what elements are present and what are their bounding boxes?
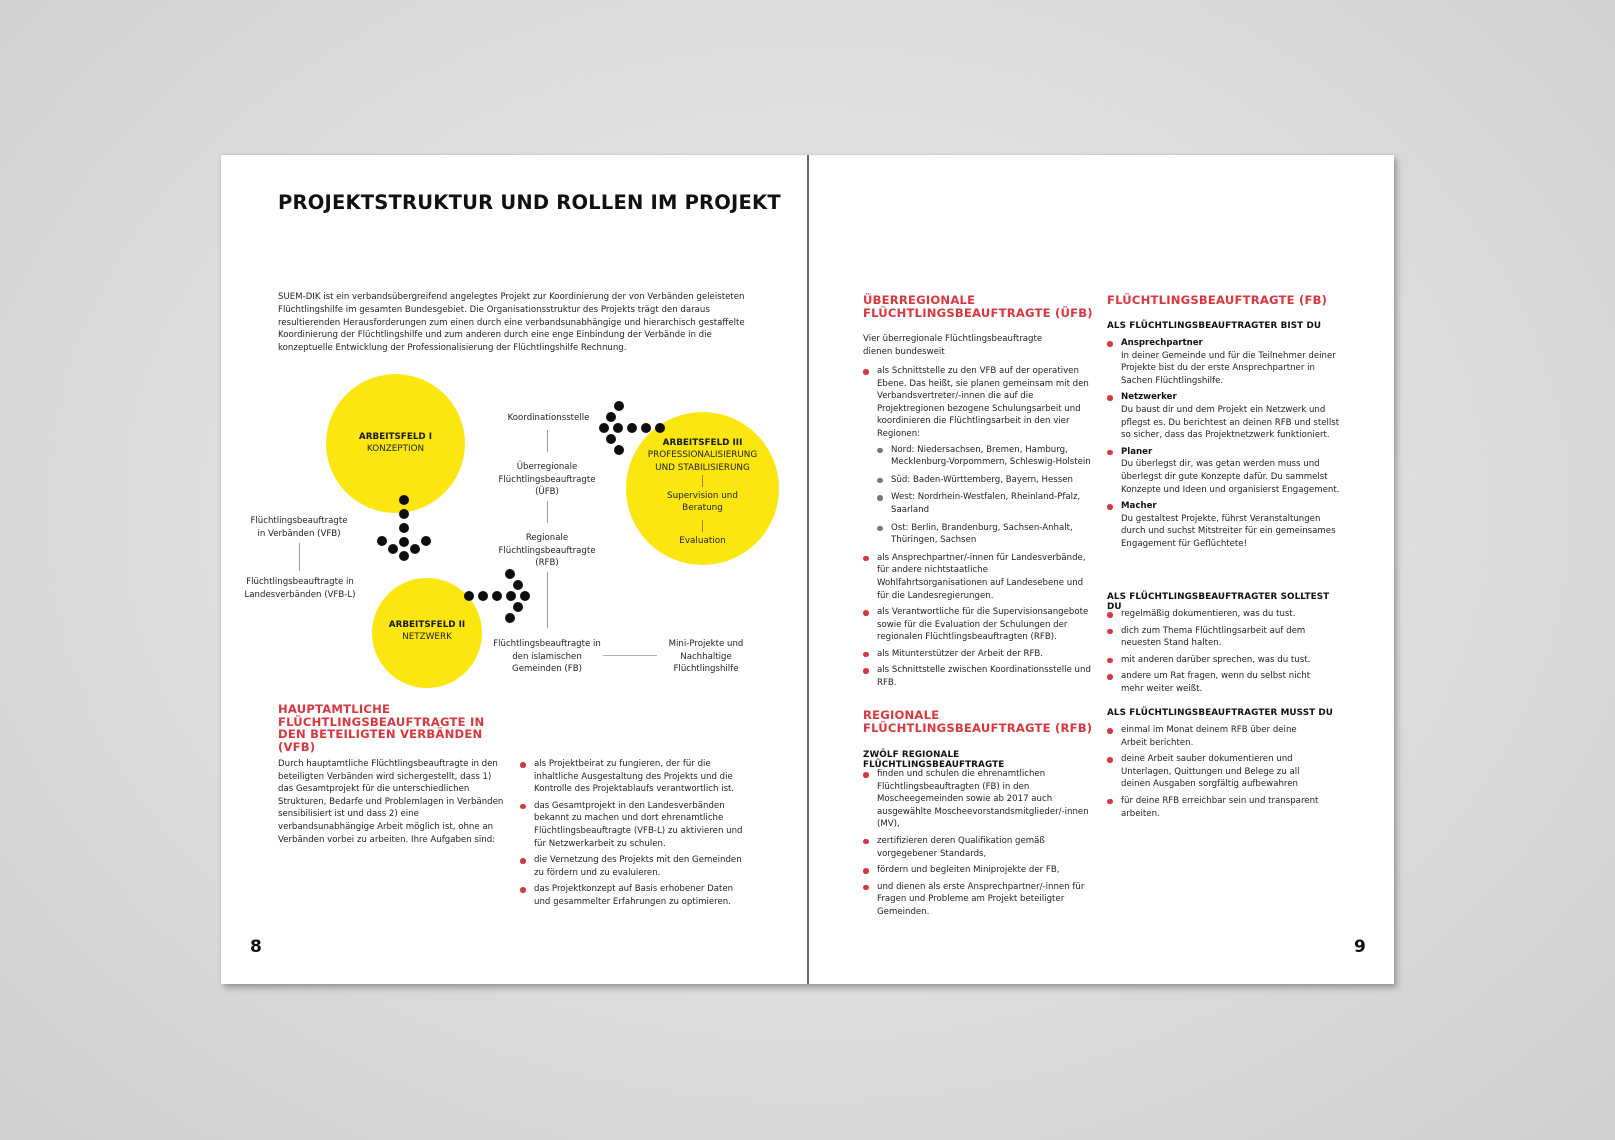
page-number-left: 8 bbox=[250, 937, 262, 957]
label-koordination: Koordinationsstelle bbox=[507, 413, 590, 423]
ufb-list bbox=[863, 365, 1091, 694]
label-fb: Flüchtlingsbeauftragte in den islamischen Gemeinden (FB) bbox=[493, 639, 601, 675]
list-item: Netzwerker Du baust dir und dem Projekt ein Netzwerk und pflegst es. Du berichtest an deinen RFB und stellst so sicher, dass das Projektnetzwerk funktioniert. bbox=[1107, 391, 1343, 441]
list-item: zertifizieren deren Qualifikation gemäß vorgegebener Standards, bbox=[863, 835, 1095, 860]
list-item: das Projektkonzept auf Basis erhobener Daten und gesammelter Erfahrungen zu optimieren. bbox=[520, 883, 750, 908]
field3-subtitle: PROFESSIONALISIERUNG UND STABILISIERUNG bbox=[647, 450, 758, 473]
region-item: Süd: Baden-Württemberg, Bayern, Hessen bbox=[877, 474, 1091, 487]
ufb-heading: ÜBERREGIONALE FLÜCHTLINGSBEAUFTRAGTE (ÜFB) bbox=[863, 293, 1093, 320]
bullet-icon bbox=[520, 887, 526, 893]
brochure-spread bbox=[221, 155, 1394, 984]
bullet-icon bbox=[520, 762, 526, 768]
list-item: und dienen als erste Ansprechpartner/-innen für Fragen und Probleme am Projekt beteiligter Gemeinden. bbox=[863, 881, 1095, 919]
bullet-icon bbox=[863, 668, 869, 674]
gutter-divider bbox=[807, 155, 809, 984]
list-item: dich zum Thema Flüchtlingsarbeit auf dem neuesten Stand halten. bbox=[1107, 625, 1317, 650]
fb-bist-list bbox=[1107, 337, 1343, 555]
connector-line bbox=[547, 430, 548, 452]
label-rfb: Regionale Flüchtlingsbeauftragte (RFB) bbox=[498, 533, 596, 569]
field3-connector bbox=[702, 520, 703, 532]
fb-bist-heading: ALS FLÜCHTLINGSBEAUFTRAGTER BIST DU bbox=[1107, 321, 1322, 331]
bullet-icon bbox=[877, 495, 883, 501]
vfb-paragraph: Durch hauptamtliche Flüchtlingsbeauftragte in den beteiligten Verbänden wird sichergestellt, dass 1) das Gesamtprojekt für die unterschiedlichen Strukturen, Bedarfe und Problemlagen in Verbänden sensibilisiert ist und dass 2) eine verbandsunabhängige Arbeit möglich ist, ohne an Verbänden vorbei zu arbeiten. Ihre Aufgaben sind: bbox=[278, 759, 504, 845]
bullet-icon bbox=[863, 885, 869, 891]
field3-item-supervision: Supervision und Beratung bbox=[667, 491, 738, 514]
list-item: deine Arbeit sauber dokumentieren und Unterlagen, Quittungen und Belege zu all deinen Ausgaben sorgfältig aufbewahren bbox=[1107, 753, 1319, 791]
list-item: für deine RFB erreichbar sein und transparent arbeiten. bbox=[1107, 795, 1319, 820]
list-item: finden und schulen die ehrenamtlichen Flüchtlingsbeauftragten (FB) in den Moscheegemeinden sowie ab 2017 auch ausgewählte Moscheevorstandsmitglieder/-innen (MV), bbox=[863, 768, 1095, 831]
bullet-icon bbox=[863, 610, 869, 616]
list-item: die Vernetzung des Projekts mit den Gemeinden zu fördern und zu evaluieren. bbox=[520, 854, 750, 879]
rfb-list bbox=[863, 768, 1095, 923]
bullet-icon bbox=[1107, 450, 1113, 456]
bullet-icon bbox=[863, 369, 869, 375]
connector-line bbox=[547, 501, 548, 523]
field3-label bbox=[626, 437, 779, 474]
label-vfbl: Flüchtlingsbeauftragte in Landesverbänden (VFB-L) bbox=[244, 577, 356, 600]
bullet-icon bbox=[1107, 341, 1113, 347]
fb-musst-heading: ALS FLÜCHTLINGSBEAUFTRAGTER MUSST DU bbox=[1107, 708, 1334, 718]
bullet-icon bbox=[863, 868, 869, 874]
bullet-icon bbox=[1107, 799, 1113, 805]
list-item: als Schnittstelle zu den VFB auf der operativen Ebene. Das heißt, sie planen gemeinsam mit den Verbandsvertreter/-innen die auf die Projektregionen bezogene Schulungsarbeit und koordinieren die Flüchtlingsarbeit in den vier Regionen: Nord: Niedersachsen, Bremen, Hamburg, Mecklenburg-Vorpommern, Schleswig-Holstein Süd: Baden-Württemberg, Bayern, Hessen West: Nordrhein-Westfalen, Rheinland-Pfalz, Saarland Ost: Berlin, Brandenburg, Sachsen-Anhalt, Thüringen, Sachsen bbox=[863, 365, 1091, 547]
region-item: Nord: Niedersachsen, Bremen, Hamburg, Mecklenburg-Vorpommern, Schleswig-Holstein bbox=[877, 444, 1091, 469]
field1-title: ARBEITSFELD I bbox=[358, 432, 433, 442]
list-item: Ansprechpartner In deiner Gemeinde und für die Teilnehmer deiner Projekte bist du der erste Ansprechpartner in Sachen Flüchtlingshilfe. bbox=[1107, 337, 1343, 387]
bullet-icon bbox=[877, 478, 883, 484]
list-item: als Mitunterstützer der Arbeit der RFB. bbox=[863, 648, 1091, 661]
label-mini: Mini-Projekte und Nachhaltige Flüchtlingshilfe bbox=[668, 639, 744, 675]
bullet-icon bbox=[520, 858, 526, 864]
bullet-icon bbox=[1107, 674, 1113, 680]
page-number-right: 9 bbox=[1354, 937, 1366, 957]
bullet-icon bbox=[1107, 612, 1113, 618]
field1-label bbox=[326, 431, 465, 456]
page-title: PROJEKTSTRUKTUR UND ROLLEN IM PROJEKT bbox=[278, 191, 781, 214]
list-item: mit anderen darüber sprechen, was du tust. bbox=[1107, 654, 1317, 667]
field2-subtitle: NETZWERK bbox=[402, 632, 452, 643]
list-item: als Ansprechpartner/-innen für Landesverbände, für andere nichtstaatliche Wohlfahrtsorganisationen auf Landesebene und für die Landesregierungen. bbox=[863, 552, 1091, 602]
list-item: als Projektbeirat zu fungieren, der für die inhaltliche Ausgestaltung des Projekts und die Kontrolle des Projektablaufs verantwortlich ist. bbox=[520, 758, 750, 796]
list-item: regelmäßig dokumentieren, was du tust. bbox=[1107, 608, 1317, 621]
intro-paragraph: SUEM-DIK ist ein verbandsübergreifend angelegtes Projekt zur Koordinierung der von Verbänden geleisteten Flüchtlingshilfe im gesamten Bundesgebiet. Die Organisationsstruktur des Projekts trägt den daraus resultierenden Herausforderungen zum einen durch eine verbandsunabhängige und hierarchisch gestaffelte Koordinierung der Flüchtlingshilfe und zum anderen durch eine enge Einbindung der Verbände in die konzeptuelle Entwicklung der Professionalisierung der Flüchtlingshilfe Rechnung. bbox=[278, 292, 745, 354]
region-list bbox=[877, 444, 1091, 547]
bullet-icon bbox=[863, 652, 869, 658]
bullet-icon bbox=[863, 772, 869, 778]
field1-subtitle: KONZEPTION bbox=[366, 444, 425, 455]
bullet-icon bbox=[863, 556, 869, 562]
region-item: West: Nordrhein-Westfalen, Rheinland-Pfalz, Saarland bbox=[877, 491, 1091, 516]
field3-title: ARBEITSFELD III bbox=[662, 438, 743, 448]
list-item: Macher Du gestaltest Projekte, führst Veranstaltungen durch und suchst Mitstreiter für ein gemeinsames Engagement für Geflüchtete! bbox=[1107, 500, 1343, 550]
list-item: als Schnittstelle zwischen Koordinationsstelle und RFB. bbox=[863, 664, 1091, 689]
connector-line bbox=[603, 655, 657, 656]
field2-title: ARBEITSFELD II bbox=[388, 620, 466, 630]
bullet-icon bbox=[1107, 728, 1113, 734]
connector-line bbox=[547, 572, 548, 628]
fb-solltest-heading: ALS FLÜCHTLINGSBEAUFTRAGTER SOLLTEST DU bbox=[1107, 592, 1330, 612]
fb-heading: FLÜCHTLINGSBEAUFTRAGTE (FB) bbox=[1107, 293, 1328, 307]
region-item: Ost: Berlin, Brandenburg, Sachsen-Anhalt, Thüringen, Sachsen bbox=[877, 522, 1091, 547]
vfb-heading: HAUPTAMTLICHE FLÜCHTLINGSBEAUFTRAGTE IN DEN BETEILIGTEN VERBÄNDEN (VFB) bbox=[278, 702, 485, 754]
list-item: einmal im Monat deinem RFB über deine Arbeit berichten. bbox=[1107, 724, 1319, 749]
bullet-icon bbox=[1107, 658, 1113, 664]
label-ufb: Überregionale Flüchtlingsbeauftragte (ÜFB) bbox=[498, 462, 596, 498]
bullet-icon bbox=[863, 839, 869, 845]
fb-musst-list bbox=[1107, 724, 1319, 824]
connector-line bbox=[299, 543, 300, 571]
ufb-intro: Vier überregionale Flüchtlingsbeauftragte dienen bundesweit bbox=[863, 334, 1043, 357]
list-item: als Verantwortliche für die Supervisionsangebote sowie für die Evaluation der Schulungen der regionalen Flüchtlingsbeauftragten (RFB). bbox=[863, 606, 1091, 644]
bullet-icon bbox=[1107, 395, 1113, 401]
list-item: andere um Rat fragen, wenn du selbst nicht mehr weiter weißt. bbox=[1107, 670, 1317, 695]
field3-connector bbox=[702, 475, 703, 487]
rfb-subheading: ZWÖLF REGIONALE FLÜCHTLINGSBEAUFTRAGTE bbox=[863, 750, 1005, 770]
bullet-icon bbox=[520, 804, 526, 810]
bullet-icon bbox=[1107, 504, 1113, 510]
list-item: Planer Du überlegst dir, was getan werden muss und überlegst dir gute Konzepte dafür. Du sammelst Konzepte und Ideen und organisierst Engagement. bbox=[1107, 446, 1343, 496]
label-vfb: Flüchtlingsbeauftragte in Verbänden (VFB) bbox=[250, 516, 348, 539]
bullet-icon bbox=[1107, 757, 1113, 763]
rfb-heading: REGIONALE FLÜCHTLINGSBEAUFTRAGTE (RFB) bbox=[863, 708, 1093, 735]
field2-label bbox=[372, 619, 482, 644]
bullet-icon bbox=[877, 448, 883, 454]
vfb-task-list bbox=[520, 758, 750, 913]
fb-solltest-list bbox=[1107, 608, 1317, 700]
list-item: fördern und begleiten Miniprojekte der FB, bbox=[863, 864, 1095, 877]
bullet-icon bbox=[877, 526, 883, 532]
list-item: das Gesamtprojekt in den Landesverbänden bekannt zu machen und dort ehrenamtliche Flüchtlingsbeauftragte (VFB-L) zu aktivieren und für Netzwerkarbeit zu schulen. bbox=[520, 800, 750, 850]
field3-item-evaluation: Evaluation bbox=[679, 536, 726, 546]
bullet-icon bbox=[1107, 629, 1113, 635]
